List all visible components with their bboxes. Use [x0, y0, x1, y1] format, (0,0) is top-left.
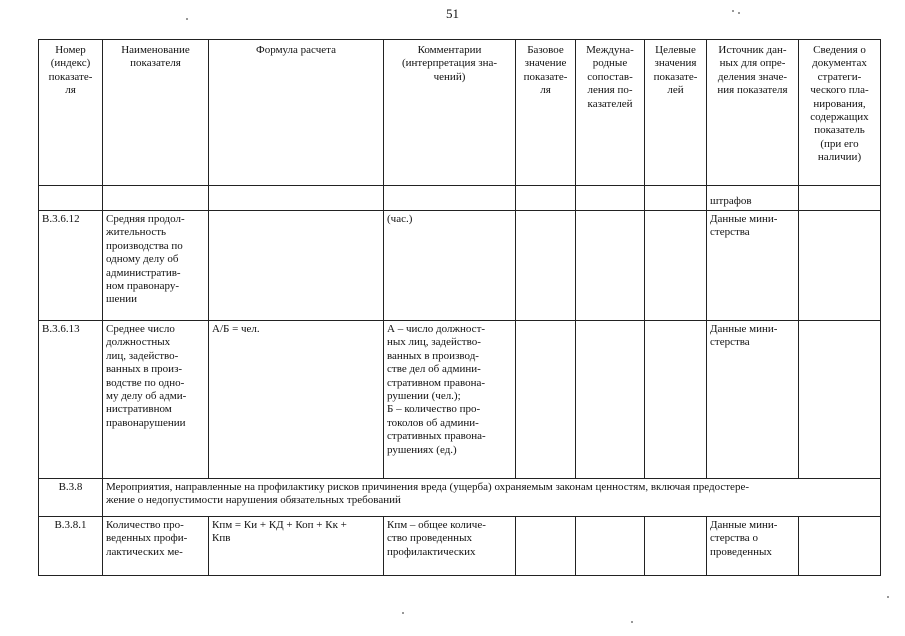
header-row — [39, 40, 881, 186]
row-target — [645, 211, 707, 321]
scan-speck — [738, 12, 740, 14]
row-comment: Кпм – общее количе- ство проведенных профилактических — [384, 517, 516, 576]
header-comment: Комментарии (интерпретация зна- чений) — [384, 40, 516, 186]
row-international — [576, 517, 645, 576]
row-base-value — [516, 321, 576, 479]
row-source: Данные мини- стерства — [707, 211, 799, 321]
row-docs — [799, 321, 881, 479]
section-title: Мероприятия, направленные на профилактику рисков причинения вреда (ущерба) охраняемым законам ценностям, включая предостере- жение о недопустимости нарушения обязательных требований — [103, 479, 881, 517]
row-comment: (час.) — [384, 211, 516, 321]
row-name: Средняя продол- жительность производства по одному делу об административ- ном правонару- шении — [103, 211, 209, 321]
scan-speck — [402, 612, 404, 614]
scan-speck — [631, 621, 633, 623]
row-docs — [799, 186, 881, 211]
row-code — [39, 186, 103, 211]
header-formula: Формула расчета — [209, 40, 384, 186]
row-comment: А – число должност- ных лиц, задейство- ванных в производ- стве дел об админи- стративном правона- рушении (чел.); Б – количество про- токолов об админи- стративных правона- рушениях (ед.) — [384, 321, 516, 479]
row-target — [645, 517, 707, 576]
row-formula: А/Б = чел. — [209, 321, 384, 479]
row-target — [645, 186, 707, 211]
table-row — [39, 211, 881, 321]
row-name: Количество про- веденных профи- лактических ме- — [103, 517, 209, 576]
row-code: B.3.6.12 — [39, 211, 103, 321]
row-target — [645, 321, 707, 479]
row-formula — [209, 211, 384, 321]
header-strategic-docs: Сведения о документах стратеги- ческого пла- нирования, содержащих показатель (при его наличии) — [799, 40, 881, 186]
header-international: Междуна- родные сопостав- ления по- казателей — [576, 40, 645, 186]
row-international — [576, 211, 645, 321]
table-row — [39, 186, 881, 211]
table-row — [39, 517, 881, 576]
row-code: B.3.6.13 — [39, 321, 103, 479]
scan-speck — [732, 10, 734, 12]
row-base-value — [516, 186, 576, 211]
row-base-value — [516, 211, 576, 321]
row-formula — [209, 186, 384, 211]
row-formula: Кпм = Ки + КД + Коп + Кк + Кпв — [209, 517, 384, 576]
row-international — [576, 321, 645, 479]
header-base-value: Базовое значение показате- ля — [516, 40, 576, 186]
row-docs — [799, 211, 881, 321]
header-code: Номер (индекс) показате- ля — [39, 40, 103, 186]
header-data-source: Источник дан- ных для опре- деления значе- ния показателя — [707, 40, 799, 186]
row-docs — [799, 517, 881, 576]
row-source: штрафов — [707, 186, 799, 211]
header-target-values: Целевые значения показате- лей — [645, 40, 707, 186]
row-source: Данные мини- стерства — [707, 321, 799, 479]
row-name — [103, 186, 209, 211]
row-code: B.3.8.1 — [39, 517, 103, 576]
page-number: 51 — [446, 6, 459, 21]
section-row — [39, 479, 881, 517]
row-comment — [384, 186, 516, 211]
row-source: Данные мини- стерства о проведенных — [707, 517, 799, 576]
scan-speck — [887, 596, 889, 598]
header-name: Наименование показателя — [103, 40, 209, 186]
scan-speck — [186, 18, 188, 20]
section-code: B.3.8 — [39, 479, 103, 517]
row-name: Среднее число должностных лиц, задейство- ванных в произ- водстве по одно- му делу об адми- нистративном правонарушении — [103, 321, 209, 479]
indicators-table — [38, 39, 881, 576]
table-row — [39, 321, 881, 479]
row-base-value — [516, 517, 576, 576]
row-international — [576, 186, 645, 211]
